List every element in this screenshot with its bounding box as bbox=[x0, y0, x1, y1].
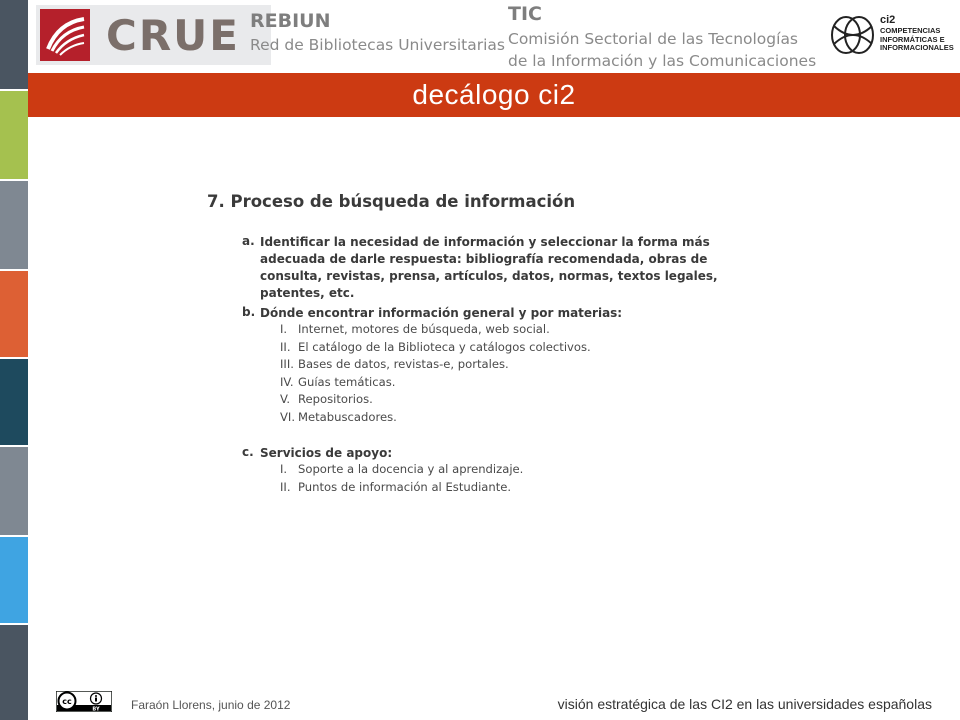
strip-segment bbox=[0, 270, 28, 358]
tic-line-1: Comisión Sectorial de las Tecnologías bbox=[508, 30, 799, 48]
rebiun-title: REBIUN bbox=[250, 10, 331, 32]
strip-segment bbox=[0, 358, 28, 446]
list-item: II. El catálogo de la Biblioteca y catálogos colectivos. bbox=[280, 339, 591, 354]
slide-title: decálogo ci2 bbox=[412, 79, 576, 110]
svg-text:cc: cc bbox=[62, 697, 72, 706]
list-item: III. Bases de datos, revistas-e, portales. bbox=[280, 357, 509, 372]
tic-logo bbox=[508, 3, 817, 72]
section-letter: a. bbox=[242, 234, 255, 248]
creative-commons-badge bbox=[56, 691, 112, 712]
license-label: BY bbox=[92, 706, 100, 712]
decalogue-excerpt bbox=[207, 192, 767, 494]
ci2-brand: ci2 bbox=[880, 14, 896, 26]
strip-segment bbox=[0, 90, 28, 180]
crue-wordmark: CRUE bbox=[106, 11, 240, 60]
tic-line-2: de la Información y las Comunicaciones bbox=[508, 52, 817, 70]
section-letter: b. bbox=[242, 305, 256, 319]
strip-segment bbox=[0, 0, 28, 90]
header-logo-bar bbox=[28, 0, 960, 72]
footer-author: Faraón Llorens, junio de 2012 bbox=[131, 698, 291, 712]
rebiun-subtitle: Red de Bibliotecas Universitarias bbox=[250, 36, 505, 54]
section-text: Identificar la necesidad de información y seleccionar la forma más adecuada de darle respuesta: bibliografía recomendada, obras de consulta, revistas, prensa, artículos, datos, normas, textos legales, patentes, etc. bbox=[260, 235, 718, 300]
crue-emblem-icon bbox=[40, 9, 90, 61]
side-color-strip bbox=[0, 0, 28, 720]
section-b-items bbox=[280, 322, 720, 428]
list-item: I. Soporte a la docencia y al aprendizaje. bbox=[280, 462, 524, 476]
ci2-logo bbox=[828, 12, 958, 60]
list-item: V. Repositorios. bbox=[280, 392, 373, 407]
list-item: VI. Metabuscadores. bbox=[280, 409, 397, 424]
section-letter: c. bbox=[242, 445, 254, 459]
ci2-knot-icon bbox=[828, 12, 878, 58]
strip-segment bbox=[0, 536, 28, 624]
document-heading: 7. Proceso de búsqueda de información bbox=[207, 192, 576, 211]
crue-logo bbox=[36, 5, 271, 65]
strip-segment bbox=[0, 446, 28, 536]
tic-title: TIC bbox=[508, 3, 542, 25]
list-item: II. Puntos de información al Estudiante. bbox=[280, 479, 512, 494]
ci2-tagline: COMPETENCIAS INFORMÁTICAS E INFORMACIONALES bbox=[880, 26, 954, 53]
list-item: I. Internet, motores de búsqueda, web social. bbox=[280, 322, 550, 336]
section-c-items bbox=[280, 462, 720, 497]
footer-tagline: visión estratégica de las CI2 en las universidades españolas bbox=[557, 696, 932, 712]
rebiun-logo bbox=[250, 10, 505, 54]
list-item: IV. Guías temáticas. bbox=[280, 374, 396, 389]
section-text: Dónde encontrar información general y por materias: bbox=[260, 306, 623, 320]
section-text: Servicios de apoyo: bbox=[260, 446, 393, 460]
strip-segment bbox=[0, 624, 28, 720]
title-bar bbox=[28, 73, 960, 117]
strip-segment bbox=[0, 180, 28, 270]
